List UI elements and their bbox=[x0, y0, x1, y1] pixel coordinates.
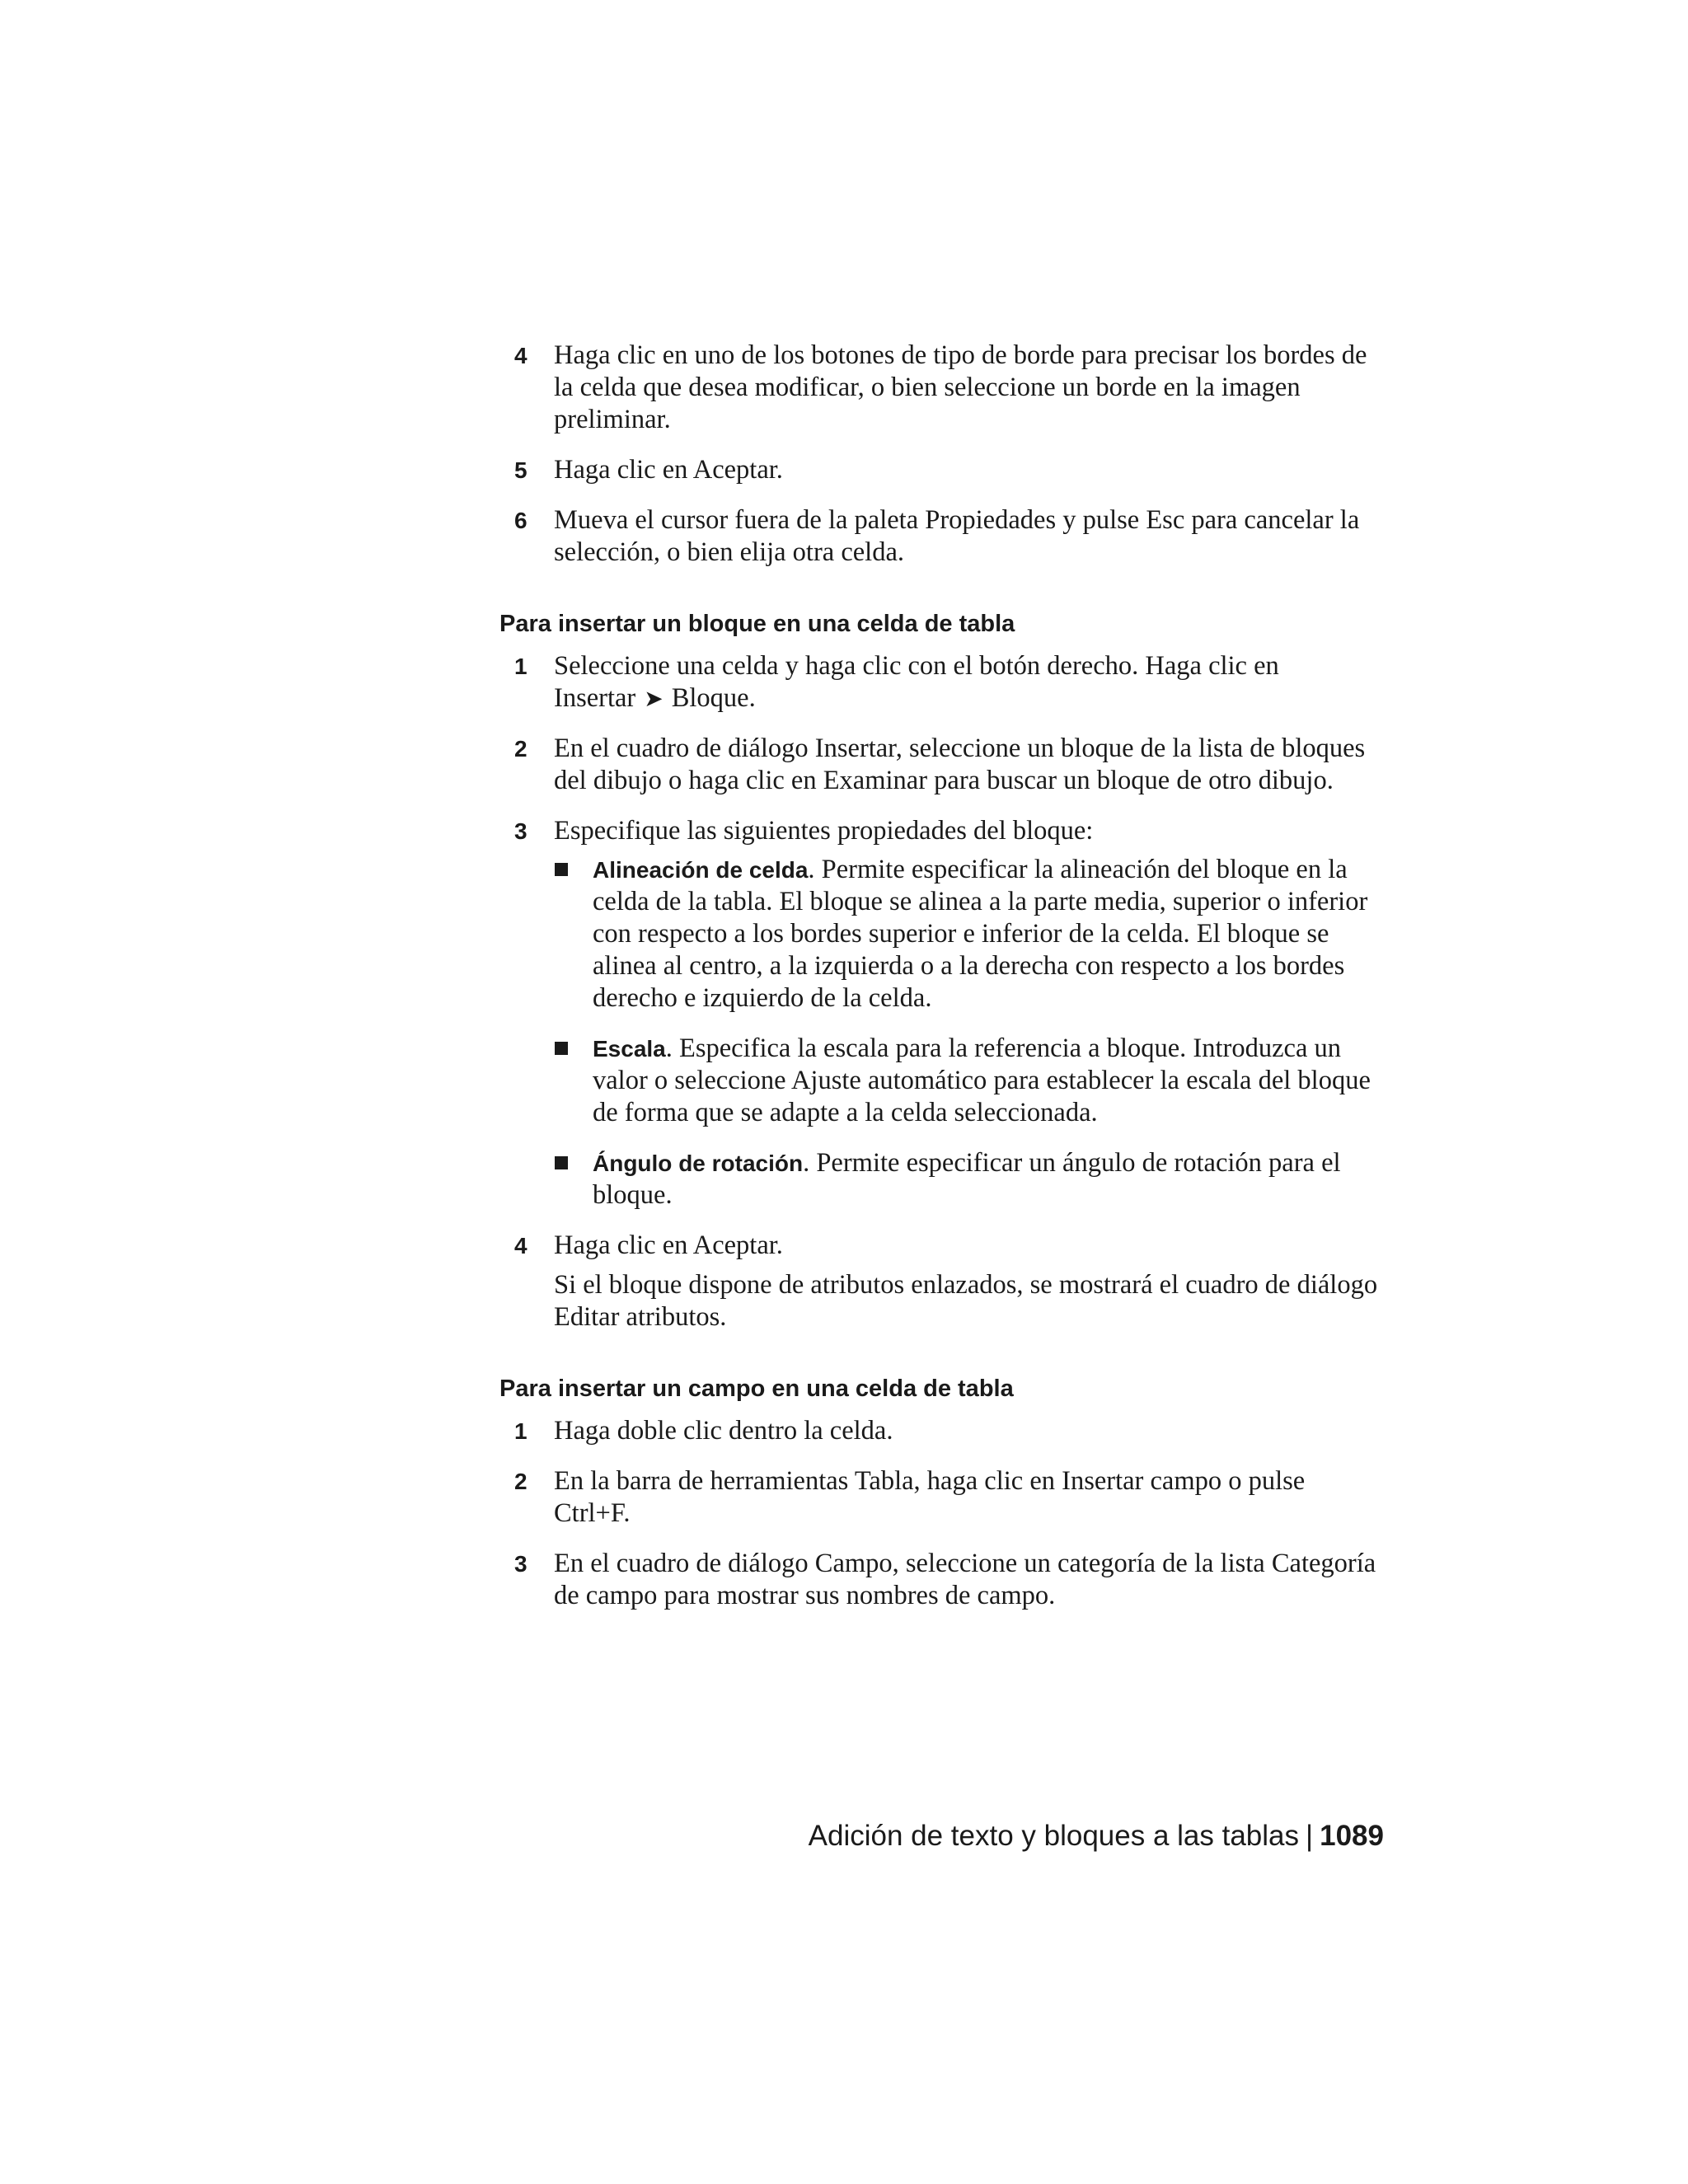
step-item bbox=[499, 340, 1381, 436]
property-term: Escala bbox=[593, 1036, 666, 1062]
square-bullet-icon bbox=[555, 863, 568, 876]
page-content bbox=[499, 340, 1381, 1612]
square-bullet-icon bbox=[555, 1156, 568, 1169]
step-item bbox=[499, 454, 1381, 486]
property-description: . Permite especificar un ángulo de rotación para el bloque. bbox=[593, 1148, 1341, 1210]
step-text: Mueva el cursor fuera de la paleta Propiedades y pulse Esc para cancelar la selección, o bien elija otra celda. bbox=[554, 505, 1360, 567]
step-note: Si el bloque dispone de atributos enlazados, se mostrará el cuadro de diálogo Editar atributos. bbox=[554, 1270, 1378, 1332]
footer-separator: | bbox=[1306, 1820, 1314, 1852]
step-text: Especifique las siguientes propiedades del bloque: bbox=[554, 816, 1094, 846]
list-item bbox=[554, 1147, 1381, 1212]
list-item bbox=[554, 854, 1381, 1015]
property-description: . Especifica la escala para la referencia a bloque. Introduzca un valor o seleccione Ajuste automático para establecer la escala del bloque de forma que se adapte a la celda seleccionada. bbox=[593, 1033, 1371, 1127]
property-term: Alineación de celda bbox=[593, 857, 809, 883]
step-text: En la barra de herramientas Tabla, haga clic en Insertar campo o pulse Ctrl+F. bbox=[554, 1466, 1306, 1528]
step-text: En el cuadro de diálogo Campo, seleccione un categoría de la lista Categoría de campo para mostrar sus nombres de campo. bbox=[554, 1549, 1376, 1610]
step-text: Haga clic en uno de los botones de tipo de borde para precisar los bordes de la celda que desea modificar, o bien seleccione un borde en la imagen preliminar. bbox=[554, 340, 1367, 434]
step-item bbox=[499, 815, 1381, 1212]
section-heading-insert-field: Para insertar un campo en una celda de tabla bbox=[499, 1376, 1014, 1402]
step-number: 4 bbox=[514, 343, 528, 368]
step-item bbox=[499, 1415, 1381, 1447]
step-item bbox=[499, 733, 1381, 797]
step-item bbox=[499, 1230, 1381, 1333]
step-text: Haga doble clic dentro la celda. bbox=[554, 1416, 893, 1446]
step-text: Haga clic en Aceptar. bbox=[554, 1230, 783, 1260]
step-list-borders bbox=[499, 340, 1381, 569]
step-number: 2 bbox=[514, 736, 528, 762]
step-text: Bloque. bbox=[671, 683, 756, 713]
step-list-insert-field bbox=[499, 1415, 1381, 1612]
step-text: Seleccione una celda y haga clic con el botón derecho. Haga clic en Insertar bbox=[554, 651, 1279, 713]
step-number: 2 bbox=[514, 1469, 528, 1494]
step-item bbox=[499, 1465, 1381, 1530]
page-number: 1089 bbox=[1320, 1820, 1384, 1852]
step-number: 6 bbox=[514, 508, 528, 533]
step-text: Haga clic en Aceptar. bbox=[554, 455, 783, 485]
running-title: Adición de texto y bloques a las tablas bbox=[808, 1820, 1300, 1852]
property-term: Ángulo de rotación bbox=[593, 1151, 804, 1176]
step-text: En el cuadro de diálogo Insertar, seleccione un bloque de la lista de bloques del dibujo o haga clic en Examinar para buscar un bloque de otro dibujo. bbox=[554, 733, 1366, 795]
step-number: 5 bbox=[514, 457, 528, 483]
step-list-insert-block bbox=[499, 650, 1381, 1333]
step-number: 1 bbox=[514, 654, 528, 679]
step-number: 3 bbox=[514, 1551, 528, 1577]
step-item bbox=[499, 1548, 1381, 1612]
step-number: 1 bbox=[514, 1418, 528, 1444]
menu-path-arrow-icon: ➤ bbox=[644, 685, 663, 712]
page-footer bbox=[809, 1820, 1384, 1853]
step-number: 3 bbox=[514, 818, 528, 844]
step-number: 4 bbox=[514, 1233, 528, 1258]
list-item bbox=[554, 1033, 1381, 1129]
step-item bbox=[499, 650, 1381, 715]
step-item bbox=[499, 504, 1381, 569]
property-list bbox=[554, 854, 1381, 1212]
property-description: . Permite especificar la alineación del bloque en la celda de la tabla. El bloque se alinea a la parte media, superior o inferior con respecto a los bordes superior e inferior de la celda. El bloque se alinea al centro, a la izquierda o a la derecha con respecto a los bordes derecho e izquierdo de la celda. bbox=[593, 855, 1368, 1013]
square-bullet-icon bbox=[555, 1042, 568, 1055]
section-heading-insert-block: Para insertar un bloque en una celda de tabla bbox=[499, 611, 1015, 637]
